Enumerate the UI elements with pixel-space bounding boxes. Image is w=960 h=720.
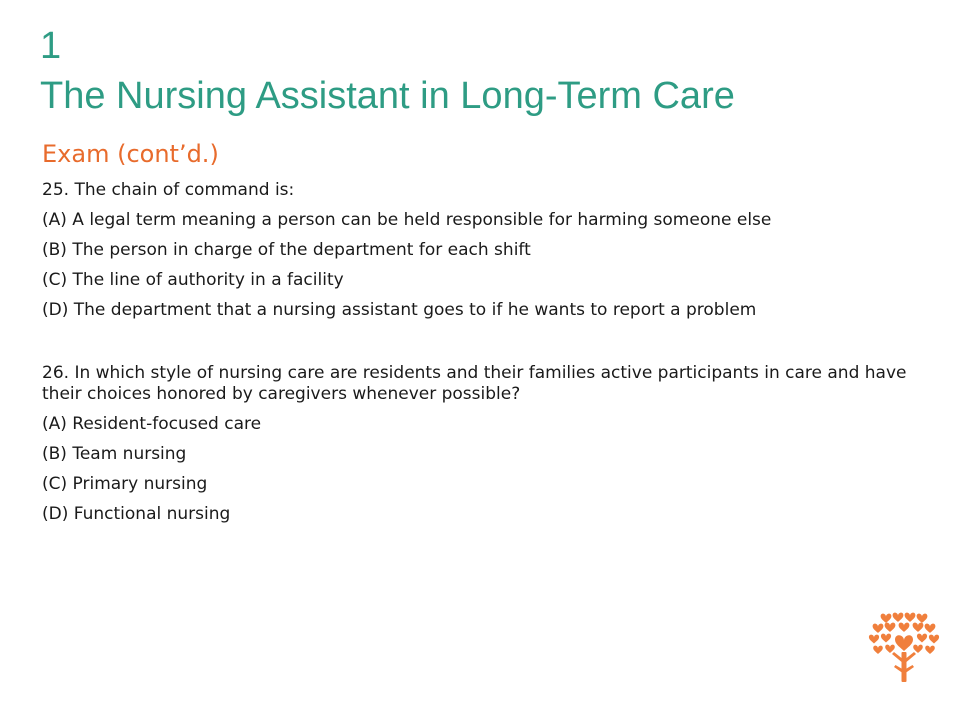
question-26-option-b: (B) Team nursing: [42, 444, 187, 464]
question-25: 25. The chain of command is:: [42, 180, 295, 200]
chapter-title: The Nursing Assistant in Long-Term Care: [40, 75, 735, 117]
section-title: Exam (cont’d.): [42, 140, 219, 168]
chapter-number: 1: [40, 25, 62, 67]
hartman-logo: [866, 612, 942, 708]
exam-content: [42, 180, 922, 534]
question-26-option-a: (A) Resident-focused care: [42, 414, 262, 434]
question-25-option-a: (A) A legal term meaning a person can be held responsible for harming someone else: [42, 210, 772, 230]
question-25-option-c: (C) The line of authority in a facility: [42, 270, 344, 290]
question-26-option-d: (D) Functional nursing: [42, 504, 231, 524]
question-26: 26. In which style of nursing care are residents and their families active participants in care and have their choices honored by caregivers whenever possible?: [42, 363, 907, 404]
question-25-option-d: (D) The department that a nursing assistant goes to if he wants to report a problem: [42, 300, 757, 320]
question-25-option-b: (B) The person in charge of the department for each shift: [42, 240, 531, 260]
question-spacer: [42, 330, 922, 363]
question-26-option-c: (C) Primary nursing: [42, 474, 208, 494]
heart-tree-icon: [866, 612, 942, 708]
